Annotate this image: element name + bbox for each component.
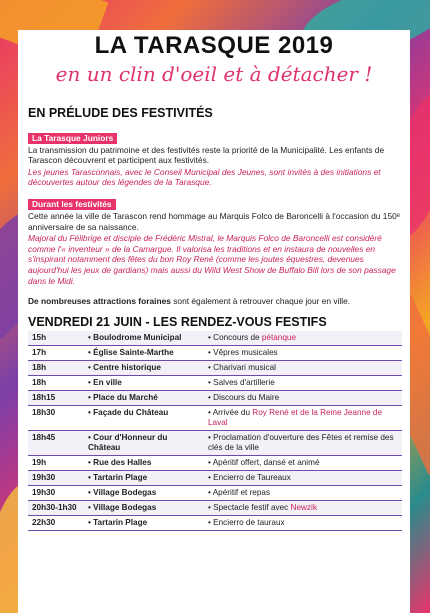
schedule-place: • Cour d'Honneur du Château (84, 431, 204, 456)
schedule-time: 19h30 (28, 471, 84, 486)
schedule-table (28, 331, 402, 531)
schedule-activity (204, 361, 402, 376)
table-row (28, 361, 402, 376)
schedule-time: 20h30-1h30 (28, 501, 84, 516)
schedule-time: 17h (28, 346, 84, 361)
schedule-time: 19h (28, 456, 84, 471)
schedule-place: • Façade du Château (84, 406, 204, 431)
juniors-text: La transmission du patrimoine et des festivités reste la priorité de la Municipalité. Les enfants de Tarascon découvrent et participent aux festivités. (28, 144, 385, 166)
header (18, 30, 410, 94)
juniors-tag: La Tarasque Juniors (28, 133, 117, 144)
activity-text: Spectacle festif avec (213, 503, 291, 513)
schedule-place: • Village Bodegas (84, 486, 204, 501)
activity-highlight: Roy René et de la Reine Jeanne de Laval (208, 408, 383, 428)
table-row (28, 516, 402, 531)
attractions-rest: sont également à retrouver chaque jour en ville. (170, 296, 351, 307)
attractions-bold: De nombreuses attractions foraines (28, 296, 171, 307)
schedule-time: 18h45 (28, 431, 84, 456)
schedule-activity (204, 406, 402, 431)
schedule-activity (204, 346, 402, 361)
schedule-place: • Village Bodegas (84, 501, 204, 516)
schedule-time: 18h30 (28, 406, 84, 431)
schedule-place: • En ville (84, 376, 204, 391)
page-subtitle: en un clin d'oeil et à détacher ! (55, 62, 373, 86)
activity-highlight: Newzik (290, 503, 317, 513)
activity-text: Salves d'artillerie (213, 378, 275, 388)
page-title: LA TARASQUE 2019 (94, 32, 334, 59)
schedule-place: • Tartarin Plage (84, 516, 204, 531)
schedule-activity (204, 376, 402, 391)
table-row (28, 331, 402, 346)
activity-text: Apéritif et repas (212, 488, 271, 498)
table-row (28, 486, 402, 501)
schedule-activity (204, 456, 402, 471)
table-row (28, 376, 402, 391)
schedule-activity (204, 331, 402, 346)
schedule-activity (204, 471, 402, 486)
schedule-activity (204, 501, 402, 516)
table-row (28, 501, 402, 516)
table-row (28, 471, 402, 486)
attractions-text (28, 296, 402, 307)
table-row (28, 391, 402, 406)
durant-text: Cette année la ville de Tarascon rend hommage au Marquis Folco de Baroncelli à l'occasion du 150ᵉ anniversaire de sa naissance. (28, 210, 400, 232)
schedule-time: 22h30 (28, 516, 84, 531)
schedule-place: • Boulodrome Municipal (84, 331, 204, 346)
table-row (28, 406, 402, 431)
table-row (28, 456, 402, 471)
prelude-heading: EN PRÉLUDE DES FESTIVITÉS (28, 106, 213, 120)
schedule-activity (204, 391, 402, 406)
schedule-place: • Place du Marché (84, 391, 204, 406)
schedule-place: • Rue des Halles (84, 456, 204, 471)
activity-text: Vêpres musicales (213, 348, 278, 358)
schedule-place: • Église Sainte-Marthe (84, 346, 204, 361)
schedule-time: 18h15 (28, 391, 84, 406)
juniors-text-italic: Les jeunes Tarasconnais, avec le Conseil Municipal des Jeunes, sont invités à des initiations et découvertes autour des légendes de la Tarasque. (28, 166, 381, 188)
schedule-activity (204, 486, 402, 501)
schedule-time: 15h (28, 331, 84, 346)
schedule-time: 18h (28, 376, 84, 391)
activity-text: Arrivée du (212, 408, 253, 418)
activity-text: Discours du Maire (213, 393, 280, 403)
schedule-place: • Centre historique (84, 361, 204, 376)
schedule-time: 18h (28, 361, 84, 376)
activity-text: Encierro de Taureaux (213, 473, 291, 483)
durant-text-italic: Majoral du Félibrige et disciple de Frédéric Mistral, le Marquis Folco de Baroncelli est considéré comme l'« inventeur » de la Camargue. Il valorisa les traditions et en instaura de nouvelles en s'inspirant notamment des fêtes du bon Roy René (comme les joutes équestres, devenues aujourd'hui les jeux de gardians) mais aussi du Wild West Show de Buffalo Bill lors de son passage dans le Midi. (28, 233, 396, 286)
activity-highlight: pétanque (261, 333, 297, 343)
day-heading: VENDREDI 21 JUIN - LES RENDEZ-VOUS FESTIFS (28, 314, 327, 329)
schedule-activity (204, 431, 402, 456)
durant-tag: Durant les festivités (28, 199, 116, 210)
table-row (28, 431, 402, 456)
schedule-place: • Tartarin Plage (84, 471, 204, 486)
schedule-time: 19h30 (28, 486, 84, 501)
activity-text: Apéritif offert, dansé et animé (212, 458, 320, 468)
activity-text: Concours de (213, 333, 262, 343)
main-content (28, 108, 402, 531)
activity-text: Encierro de tauraux (213, 518, 285, 528)
activity-text: Proclamation d'ouverture des Fêtes et remise des clés de la ville (208, 433, 394, 453)
table-row (28, 346, 402, 361)
activity-text: Charivari musical (213, 363, 276, 373)
schedule-activity (204, 516, 402, 531)
